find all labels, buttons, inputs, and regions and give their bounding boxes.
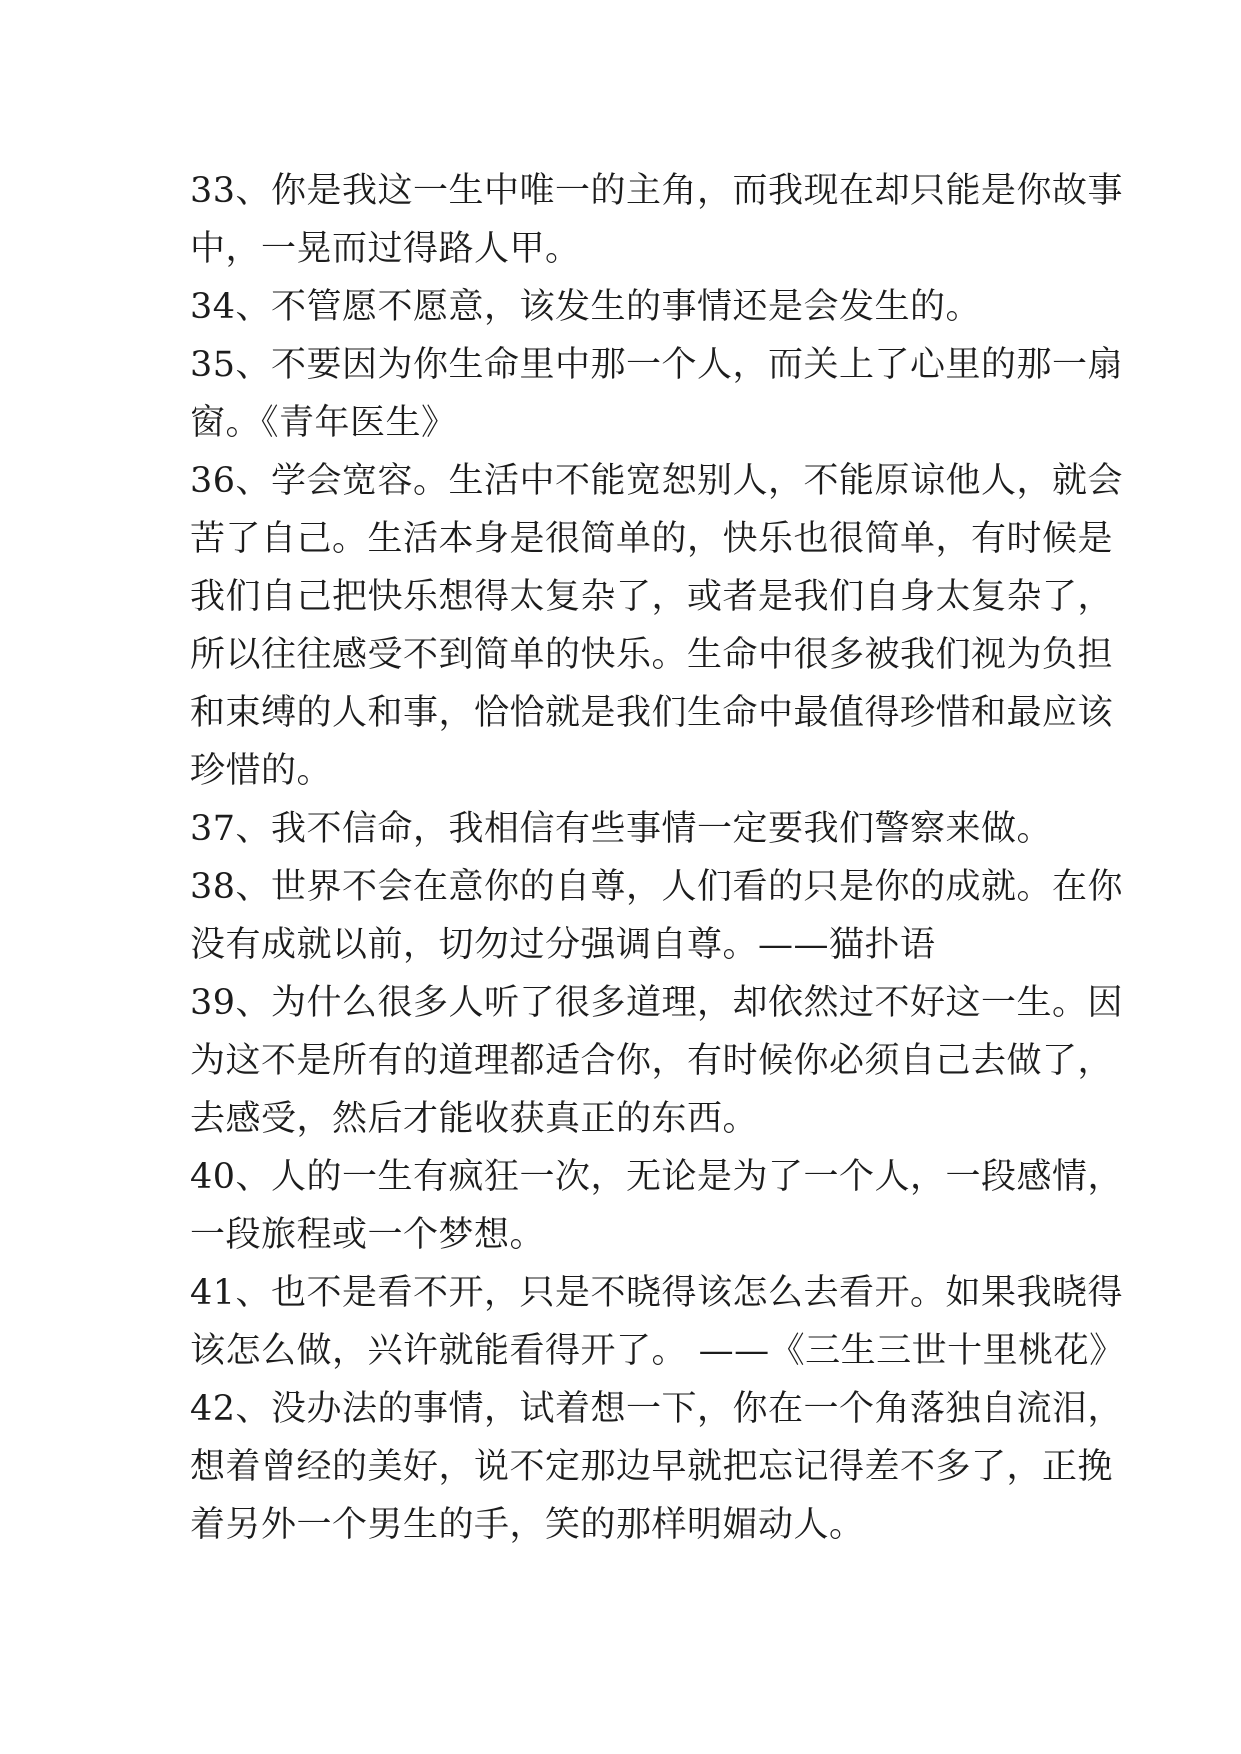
text-line: 去感受，然后才能收获真正的东西。 [190,1099,759,1139]
text-line: 38、世界不会在意你的自尊，人们看的只是你的成就。在你 [190,867,1124,907]
text-line: 没有成就以前，切勿过分强调自尊。——猫扑语 [190,925,936,965]
text-line: 41、也不是看不开，只是不晓得该怎么去看开。如果我晓得 [190,1273,1124,1313]
document-body [190,162,1125,1554]
text-line: 我们自己把快乐想得太复杂了，或者是我们自身太复杂了， [190,577,1114,617]
text-line: 着另外一个男生的手，笑的那样明媚动人。 [190,1505,865,1545]
text-line: 窗。《青年医生》 [190,403,457,443]
text-line: 36、学会宽容。生活中不能宽恕别人，不能原谅他人，就会 [190,461,1124,501]
text-line: 中，一晃而过得路人甲。 [190,229,581,269]
text-line: 一段旅程或一个梦想。 [190,1215,546,1255]
text-line: 39、为什么很多人听了很多道理，却依然过不好这一生。因 [190,983,1124,1023]
text-line: 和束缚的人和事，恰恰就是我们生命中最值得珍惜和最应该 [190,693,1114,733]
text-line: 珍惜的。 [190,751,333,791]
text-line: 35、不要因为你生命里中那一个人，而关上了心里的那一扇 [190,345,1124,385]
text-line: 33、你是我这一生中唯一的主角，而我现在却只能是你故事 [190,171,1124,211]
text-line: 40、人的一生有疯狂一次，无论是为了一个人，一段感情， [190,1157,1124,1197]
text-line: 想着曾经的美好，说不定那边早就把忘记得差不多了，正挽 [190,1447,1114,1487]
text-line: 37、我不信命，我相信有些事情一定要我们警察来做。 [190,809,1053,849]
text-line: 该怎么做，兴许就能看得开了。 ——《三生三世十里桃花》 [190,1331,1125,1371]
text-line: 所以往往感受不到简单的快乐。生命中很多被我们视为负担 [190,635,1114,675]
text-line: 苦了自己。生活本身是很简单的，快乐也很简单，有时候是 [190,519,1114,559]
text-line: 42、没办法的事情，试着想一下，你在一个角落独自流泪， [190,1389,1124,1429]
text-line: 为这不是所有的道理都适合你，有时候你必须自己去做了， [190,1041,1114,1081]
text-line: 34、不管愿不愿意，该发生的事情还是会发生的。 [190,287,982,327]
